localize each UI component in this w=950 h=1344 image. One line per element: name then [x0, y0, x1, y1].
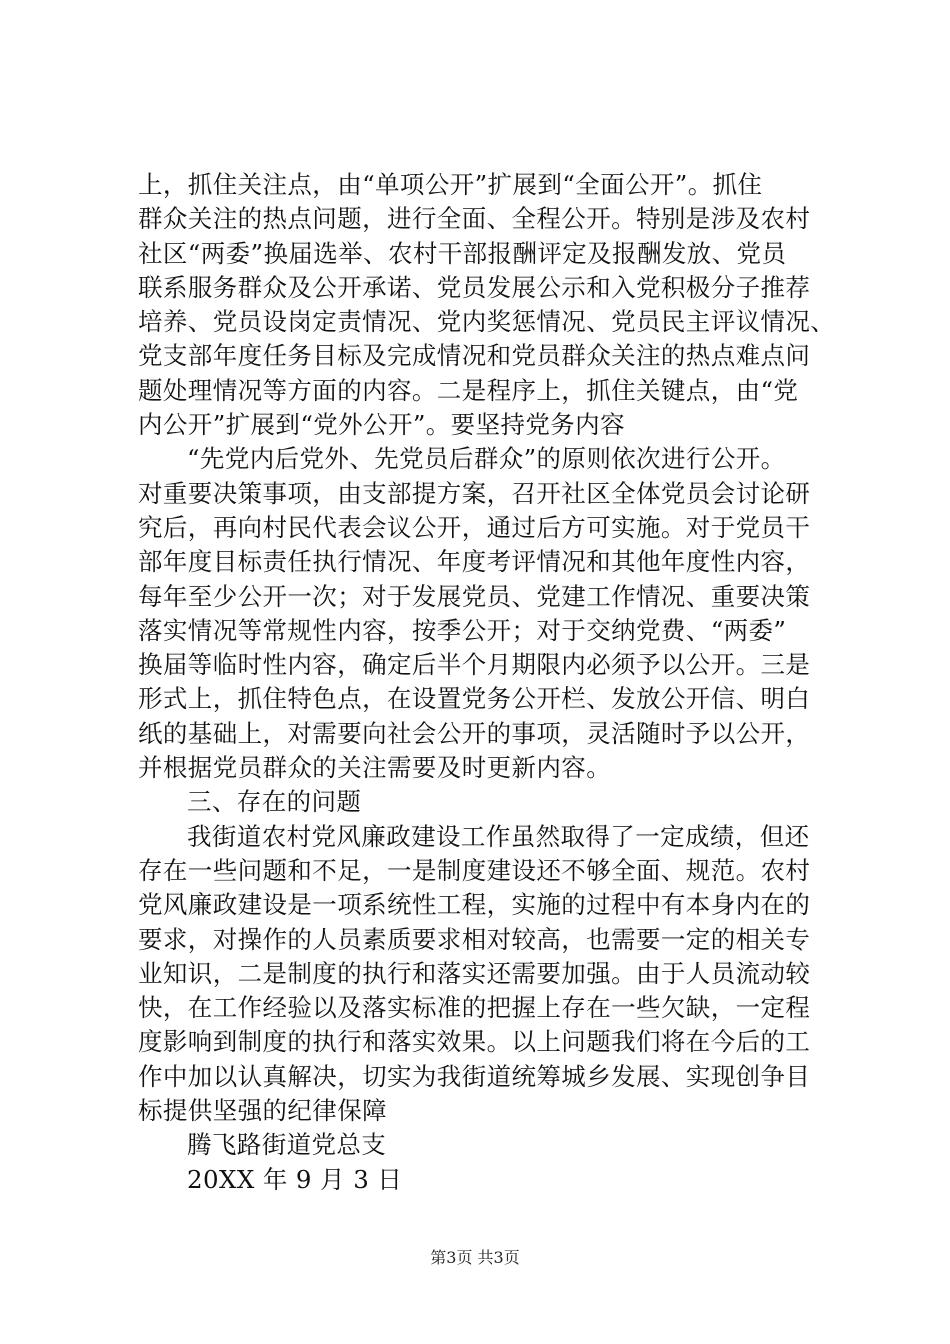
text-line: 社区“两委”换届选举、农村干部报酬评定及报酬发放、党员	[138, 238, 787, 268]
text-line: 我街道农村党风廉政建设工作虽然取得了一定成绩，但还	[187, 821, 810, 851]
text-line: 20XX 年 9 月 3 日	[187, 1164, 403, 1194]
text-line: 究后，再向村民代表会议公开，通过后方可实施。对于党员干	[138, 512, 811, 542]
text-line: 每年至少公开一次；对于发展党员、党建工作情况、重要决策	[138, 581, 811, 611]
page-footer: 第3页 共3页	[430, 1248, 520, 1267]
text-line: 并根据党员群众的关注需要及时更新内容。	[138, 753, 612, 783]
text-line: 快，在工作经验以及落实标准的把握上存在一些欠缺，一定程	[138, 993, 811, 1023]
text-line: 纸的基础上，对需要向社会公开的事项，灵活随时予以公开，	[138, 718, 811, 748]
text-line: 标提供坚强的纪律保障	[138, 1096, 387, 1126]
text-line: 联系服务群众及公开承诺、党员发展公示和入党积极分子推荐	[138, 272, 811, 302]
text-line: 题处理情况等方面的内容。二是程序上，抓住关键点，由“党	[138, 375, 799, 405]
text-line: 腾飞路街道党总支	[187, 1130, 387, 1160]
text-line: 上，抓住关注点，由“单项公开”扩展到“全面公开”。抓住	[138, 170, 763, 199]
text-line: 形式上，抓住特色点，在设置党务公开栏、发放公开信、明白	[138, 684, 811, 714]
text-line: 要求，对操作的人员素质要求相对较高，也需要一定的相关专	[138, 924, 811, 954]
text-line: 度影响到制度的执行和落实效果。以上问题我们将在今后的工	[138, 1027, 811, 1057]
text-line: 业知识，二是制度的执行和落实还需要加强。由于人员流动较	[138, 958, 811, 988]
document-body	[138, 168, 836, 1197]
text-line: 群众关注的热点问题，进行全面、全程公开。特别是涉及农村	[138, 204, 811, 234]
text-line: 换届等临时性内容，确定后半个月期限内必须予以公开。三是	[138, 650, 811, 680]
text-line: 部年度目标责任执行情况、年度考评情况和其他年度性内容，	[138, 547, 811, 577]
text-line: 党支部年度任务目标及完成情况和党员群众关注的热点难点问	[138, 341, 811, 371]
text-line: 对重要决策事项，由支部提方案，召开社区全体党员会讨论研	[138, 478, 811, 508]
text-line: “先党内后党外、先党员后群众”的原则依次进行公开。	[187, 444, 786, 474]
text-line: 党风廉政建设是一项系统性工程，实施的过程中有本身内在的	[138, 890, 811, 920]
text-line: 作中加以认真解决，切实为我街道统筹城乡发展、实现创争目	[138, 1061, 811, 1091]
text-line: 存在一些问题和不足，一是制度建设还不够全面、规范。农村	[138, 855, 811, 885]
text-line: 培养、党员设岗定责情况、党内奖惩情况、党员民主评议情况、	[138, 307, 836, 337]
text-line: 落实情况等常规性内容，按季公开；对于交纳党费、“两委”	[138, 615, 787, 645]
text-line: 三、存在的问题	[187, 787, 362, 817]
text-line: 内公开”扩展到“党外公开”。要坚持党务内容	[138, 410, 625, 440]
